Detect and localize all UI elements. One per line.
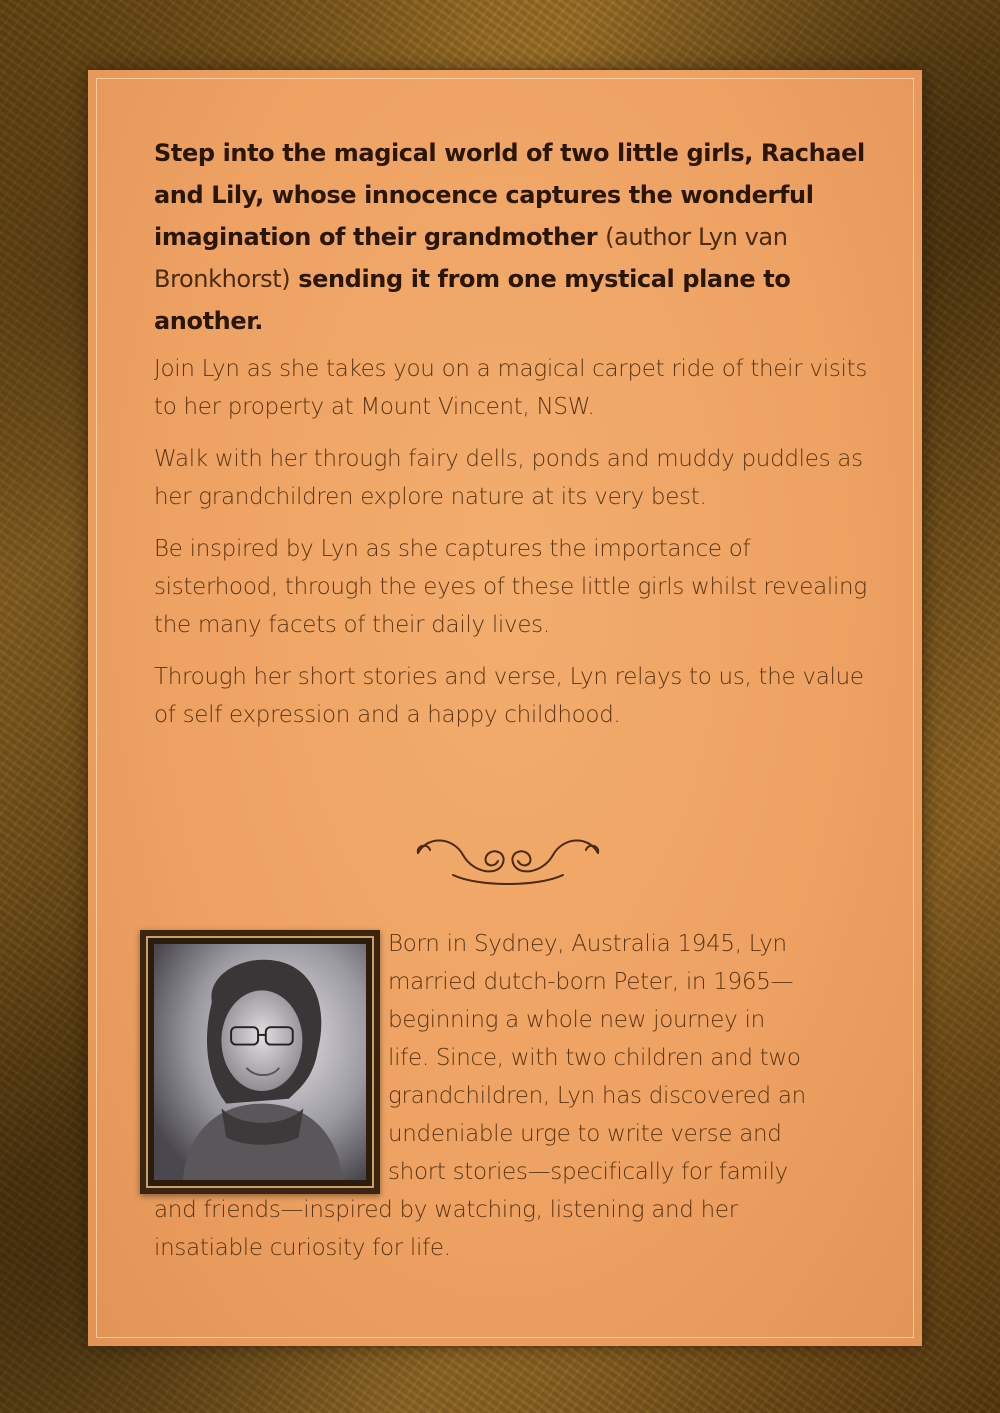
paragraph: Join Lyn as she takes you on a magical carpet ride of their visits to her property at Mount Vincent, NSW. [154,356,868,420]
portrait-illustration [154,944,366,1180]
body-text [154,350,874,748]
author-portrait [154,944,366,1180]
paragraph: Through her short stories and verse, Lyn relays to us, the value of self expression and a happy childhood. [154,664,864,728]
bio-line: married dutch-born Peter, in 1965— [388,969,794,995]
bio-line: Born in Sydney, Australia 1945, Lyn [388,931,787,957]
text-panel [88,70,922,1346]
bio-line: short stories—specifically for family [388,1159,788,1185]
intro-bold-1: Step into the magical world of two little girls, Rachael and Lily, whose innocence captures the wonderful imagination of their grandmother [154,139,865,251]
paragraph: Be inspired by Lyn as she captures the importance of sisterhood, through the eyes of these little girls whilst revealing the many facets of their daily lives. [154,536,867,638]
scroll-flourish-icon [408,825,608,895]
paragraph: Walk with her through fairy dells, ponds and muddy puddles as her grandchildren explore nature at its very best. [154,446,863,510]
bio-line: beginning a whole new journey in [388,1007,765,1033]
bio-line: life. Since, with two children and two [388,1045,801,1071]
bio-line: grandchildren, Lyn has discovered an [388,1083,806,1109]
intro-paragraph [154,132,874,342]
intro-bold-2: sending it from one mystical plane to another. [154,265,791,335]
bio-line: insatiable curiosity for life. [154,1235,451,1261]
author-bio-continuation [154,1191,874,1267]
bio-line: undeniable urge to write verse and [388,1121,782,1147]
author-photo-frame [140,930,380,1194]
intro-author-note: (author Lyn van Bronkhorst) [154,223,788,293]
author-bio [388,925,868,1191]
bio-line: and friends—inspired by watching, listening and her [154,1197,738,1223]
